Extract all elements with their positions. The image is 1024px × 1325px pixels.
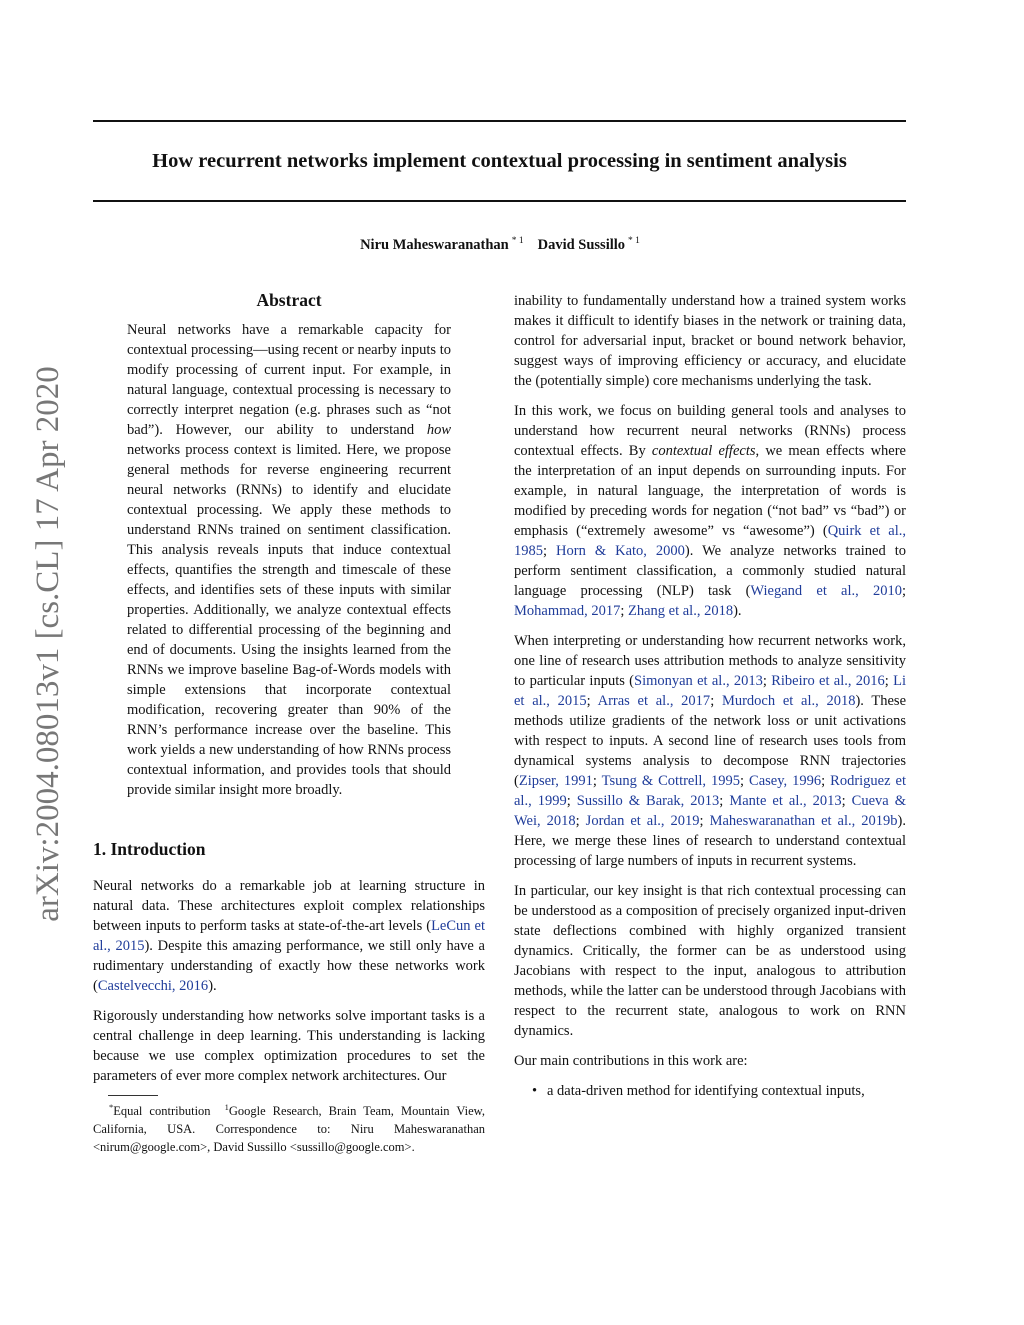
citation-link[interactable]: LeCun et al., 2015 [93, 918, 485, 954]
author-name: Niru Maheswaranathan [360, 237, 509, 253]
title-top-rule [93, 120, 906, 122]
footnote-mark: 1 [224, 1102, 229, 1112]
citation-link[interactable]: Mante et al., 2013 [729, 793, 842, 809]
list-item: • a data-driven method for identifying contextual inputs, [532, 1083, 865, 1099]
citation-link[interactable]: Cueva & Wei, 2018 [514, 793, 906, 829]
citation-link[interactable]: Maheswaranathan et al., 2019b [709, 813, 898, 829]
citation-link[interactable]: Horn & Kato, 2000 [556, 543, 685, 559]
affiliation-note: Google Research, Brain Team, Mountain View, California, USA. Correspondence to: Niru Maheswaranathan <nirum@google.com>, David Sussillo <sussillo@google.com>. [93, 1104, 485, 1154]
citation-link[interactable]: Ribeiro et al., 2016 [771, 673, 885, 689]
citation-link[interactable]: Wiegand et al., 2010 [750, 583, 902, 599]
intro-paragraph: In this work, we focus on building general tools and analyses to understand how recurrent neural networks (RNNs) process contextual effects. By contextual effects, we mean effects where the interpretation of an input depends on surrounding inputs. For example, in natural language, the interpretation of words is modified by preceding words for negation (“not bad” vs “bad”) or emphasis (“extremely awesome” vs “awesome”) (Quirk et al., 1985; Horn & Kato, 2000). We analyze networks trained to perform sentiment classification, a commonly studied natural language processing (NLP) task (Wiegand et al., 2010; Mohammad, 2017; Zhang et al., 2018). [514, 403, 907, 619]
intro-paragraph: In particular, our key insight is that rich contextual processing can be understood as a composition of precisely organized input-driven state deflections combined with highly organized transient dynamics. Critically, the former can be as understood using Jacobians with respect to the input, analogous to attribution methods, while the latter can be understood through Jacobians with respect to the recurrent state, analogous to work on RNN dynamics. [514, 883, 906, 1039]
intro-paragraph: Rigorously understanding how networks solve important tasks is a central challenge in deep learning. This understanding is lacking because we use complex optimization procedures to set the parameters of ever more complex network architectures. Our [93, 1008, 485, 1084]
right-column [514, 291, 906, 1101]
equal-contribution-note: Equal contribution [113, 1104, 211, 1118]
author-name: David Sussillo [537, 237, 626, 253]
citation-link[interactable]: Casey, 1996 [749, 773, 822, 789]
footnote-mark: * [109, 1102, 114, 1112]
citation-link[interactable]: Arras et al., 2017 [597, 693, 711, 709]
left-column [93, 286, 485, 1096]
intro-paragraph: Neural networks do a remarkable job at learning structure in natural data. These architectures exploit complex relationships between inputs to perform tasks at state-of-the-art levels (LeCun et al., 2015). Despite this amazing performance, we still only have a rudimentary understanding of exactly how these networks work (Castelvecchi, 2016). [93, 878, 485, 994]
footnote [93, 1098, 485, 1156]
citation-link[interactable]: Rodriguez et al., 1999 [514, 773, 906, 809]
author-line [0, 236, 1000, 254]
title-bottom-rule [93, 200, 906, 202]
citation-link[interactable]: Tsung & Cottrell, 1995 [601, 773, 741, 789]
arxiv-side-label: arXiv:2004.08013v1 [cs.CL] 17 Apr 2020 [30, 366, 66, 922]
citation-link[interactable]: Zipser, 1991 [518, 773, 593, 789]
citation-link[interactable]: Simonyan et al., 2013 [634, 673, 763, 689]
bullet-icon: • [532, 1083, 538, 1099]
citation-link[interactable]: Zhang et al., 2018 [627, 603, 734, 619]
intro-paragraph-continued: inability to fundamentally understand how a trained system works makes it difficult to identify biases in the network or training data, control for adversarial input, bracket or bound network behavior, suggest ways of improving efficiency or accuracy, and elucidate the (potentially simple) core mechanisms underlying the task. [514, 293, 906, 389]
citation-link[interactable]: Jordan et al., 2019 [585, 813, 700, 829]
citation-link[interactable]: Mohammad, 2017 [514, 603, 621, 619]
intro-paragraph: When interpreting or understanding how recurrent networks work, one line of research uses attribution methods to analyze sensitivity to particular inputs (Simonyan et al., 2013; Ribeiro et al., 2016; Li et al., 2015; Arras et al., 2017; Murdoch et al., 2018). These methods utilize gradients of the network loss or unit activations with respect to inputs. A second line of research uses tools from dynamical systems analysis to decompose RNN trajectories (Zipser, 1991; Tsung & Cottrell, 1995; Casey, 1996; Rodriguez et al., 1999; Sussillo & Barak, 2013; Mante et al., 2013; Cueva & Wei, 2018; Jordan et al., 2019; Maheswaranathan et al., 2019b). Here, we merge these lines of research to understand contextual processing of large numbers of inputs in recurrent systems. [514, 633, 907, 869]
author-affiliation-mark: * 1 [628, 236, 640, 246]
abstract-heading: Abstract [256, 290, 322, 310]
abstract-text: Neural networks have a remarkable capacity for contextual processing—using recent or nearby inputs to modify processing of current input. For example, in natural language, contextual processing is necessary to correctly interpret negation (e.g. phrases such as “not bad”). However, our ability to understand how networks process context is limited. Here, we propose general methods for reverse engineering recurrent neural networks (RNNs) to identify and elucidate contextual processing. We apply these methods to understand RNNs trained on sentiment classification. This analysis reveals inputs that induce contextual effects, quantifies the strength and timescale of these effects, and identifies sets of these inputs with similar properties. Additionally, we analyze contextual effects related to differential processing of the beginning and end of documents. Using the insights learned from the RNNs we improve baseline Bag-of-Words models with simple extensions that incorporate contextual modification, recovering greater than 90% of the RNN’s performance increase over the baseline. This work yields a new understanding of how RNNs process contextual information, and provides tools that should provide similar insight more broadly. [127, 322, 451, 798]
citation-link[interactable]: Sussillo & Barak, 2013 [576, 793, 720, 809]
citation-link[interactable]: Li et al., 2015 [514, 673, 906, 709]
citation-link[interactable]: Murdoch et al., 2018 [721, 693, 856, 709]
footnote-rule [108, 1095, 158, 1096]
intro-paragraph: Our main contributions in this work are: [514, 1053, 748, 1069]
paper-title: How recurrent networks implement contextual processing in sentiment analysis [152, 150, 847, 172]
citation-link[interactable]: Castelvecchi, 2016 [97, 978, 209, 994]
author-affiliation-mark: * 1 [511, 236, 524, 246]
contributions-list [514, 1081, 906, 1101]
citation-link[interactable]: Quirk et al., 1985 [514, 523, 906, 559]
section-heading-introduction: 1. Introduction [93, 839, 206, 859]
